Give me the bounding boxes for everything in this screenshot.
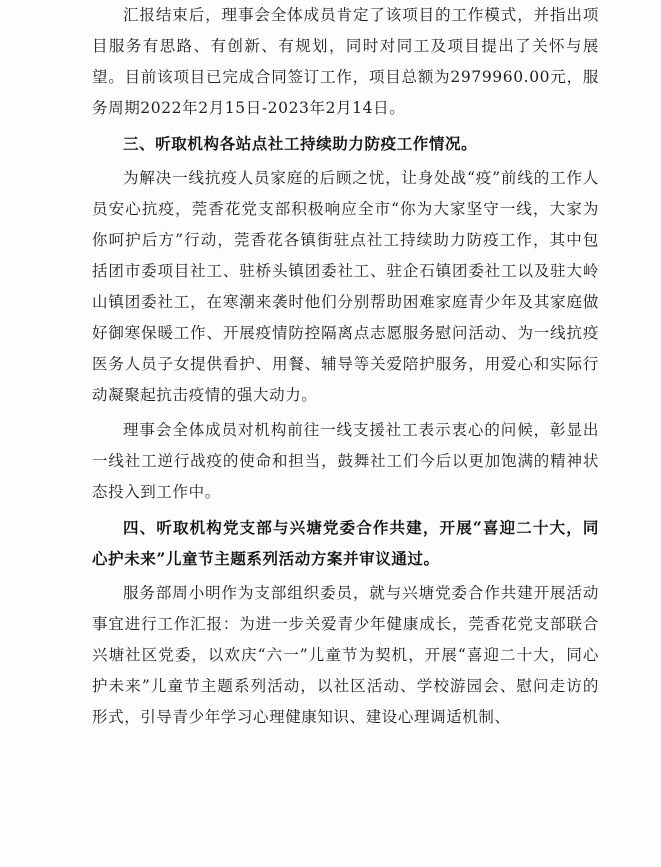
heading-section-three: 三、听取机构各站点社工持续助力防疫工作情况。	[123, 134, 478, 153]
paragraph-board-greetings: 理事会全体成员对机构前往一线支援社工表示衷心的问候，彰显出一线社工逆行战疫的使命和担当，鼓舞社工们今后以更加饱满的精神状态投入到工作中。	[92, 421, 599, 501]
paragraph-childrens-day-activity: 服务部周小明作为支部组织委员，就与兴塘党委合作共建开展活动事宜进行工作汇报：为进一步关爱青少年健康成长，莞香花党支部联合兴塘社区党委，以欢庆“六一”儿童节为契机，开展“喜迎二十大，同心护未来”儿童节主题系列活动，以社区活动、学校游园会、慰问走访的形式，引导青少年学习心理健康知识、建设心理调适机制、	[92, 584, 599, 726]
heading-section-four: 四、听取机构党支部与兴塘党委合作共建，开展“喜迎二十大，同心护未来”儿童节主题系列活动方案并审议通过。	[92, 518, 599, 568]
paragraph-project-summary: 汇报结束后，理事会全体成员肯定了该项目的工作模式，并指出项目服务有思路、有创新、有规划，同时对同工及项目提出了关怀与展望。目前该项目已完成合同签订工作，项目总额为2979960.00元，服务周期2022年2月15日-2023年2月14日。	[92, 6, 599, 117]
paragraph-epidemic-support: 为解决一线抗疫人员家庭的后顾之忧，让身处战“疫”前线的工作人员安心抗疫，莞香花党支部积极响应全市“你为大家坚守一线，大家为你呵护后方”行动，莞香花各镇街驻点社工持续助力防疫工作，其中包括团市委项目社工、驻桥头镇团委社工、驻企石镇团委社工以及驻大岭山镇团委社工，在寒潮来袭时他们分别帮助困难家庭青少年及其家庭做好御寒保暖工作、开展疫情防控隔离点志愿服务慰问活动、为一线抗疫医务人员子女提供看护、用餐、辅导等关爱陪护服务，用爱心和实际行动凝聚起抗击疫情的强大动力。	[92, 169, 599, 404]
